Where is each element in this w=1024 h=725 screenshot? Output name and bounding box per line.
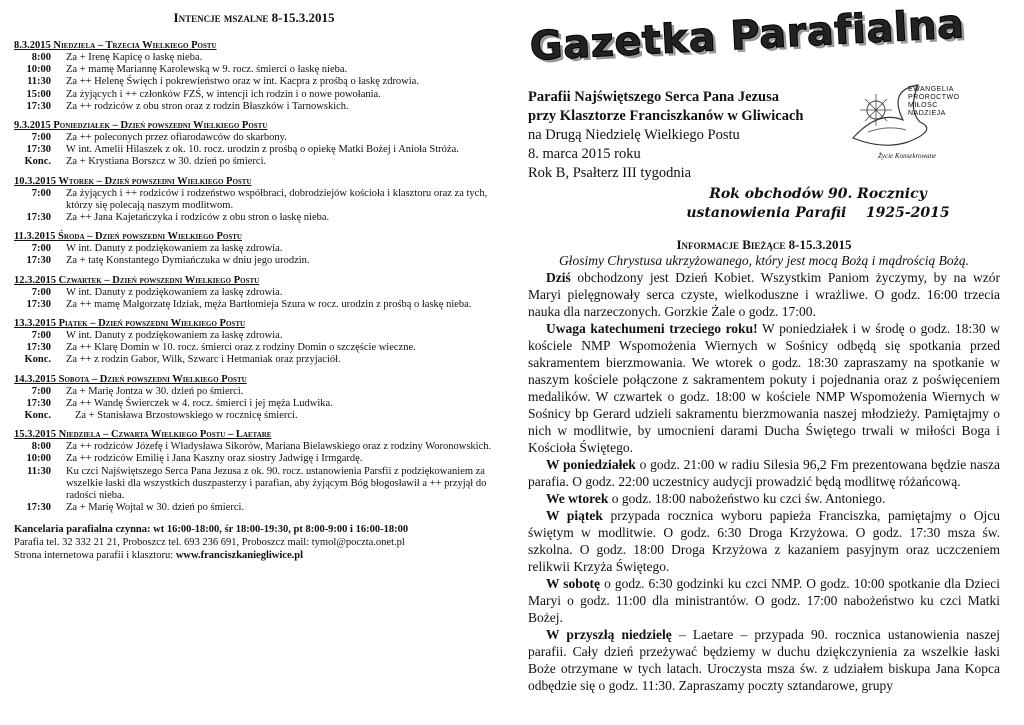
day-block xyxy=(14,175,494,225)
mass-row xyxy=(14,410,494,422)
announcement-text: o godz. 18:00 nabożeństwo ku czci św. Antoniego. xyxy=(608,491,886,506)
day-header: 11.3.2015 Środa – Dzień powszedni Wielkiego Postu xyxy=(14,231,242,243)
mass-time: 17:30 xyxy=(26,342,51,354)
announcement-lead: We wtorek xyxy=(546,491,609,506)
announcement-paragraph xyxy=(528,269,1000,320)
mass-row xyxy=(14,64,494,76)
website-label: Strona internetowa parafii i klasztoru: xyxy=(14,550,176,562)
announcement-paragraph xyxy=(528,456,1000,490)
mass-row xyxy=(14,144,494,156)
mass-row xyxy=(14,342,494,354)
anniversary-line-2: ustanowienia Parafii 1925-2015 xyxy=(686,205,950,221)
motto: Głosimy Chrystusa ukrzyżowanego, który jest mocą Bożą i mądrością Bożą. xyxy=(558,253,970,268)
mass-row xyxy=(14,212,494,224)
announcement-text: o godz. 21:00 w radiu Silesia 96,2 Fm prezentowana będzie nasza parafia. O godz. 22:00 uczestnicy audycji prowadzić będą modlitwę różańcową. xyxy=(528,457,1000,489)
mass-row xyxy=(14,466,494,503)
mass-time: 17:30 xyxy=(26,100,51,112)
mass-intention: Za ++ z rodzin Gabor, Wilk, Szwarc i Hetmaniak oraz przyjaciół. xyxy=(66,354,341,366)
announcements xyxy=(528,269,1000,694)
announcement-lead: Uwaga katechumeni trzeciego roku! xyxy=(546,321,758,336)
parish-info xyxy=(528,88,828,183)
office-website-line xyxy=(14,549,494,562)
consecrated-life-emblem xyxy=(848,80,978,172)
sunday-name: na Drugą Niedzielę Wielkiego Postu xyxy=(528,127,740,143)
current-info-title: Informacje Bieżące 8-15.3.2015 xyxy=(676,237,852,252)
mass-row xyxy=(14,89,494,101)
mass-intention: Za + Stanisława Brzostowskiego w rocznicę śmierci. xyxy=(75,410,298,422)
office-hours: Kancelaria parafialna czynna: wt 16:00-18:00, śr 18:00-19:30, pt 8:00-9:00 i 16:00-18:00 xyxy=(14,524,409,536)
issue-date: 8. marca 2015 roku xyxy=(528,146,641,162)
day-header: 13.3.2015 Piątek – Dzień powszedni Wielkiego Postu xyxy=(14,318,246,330)
mass-time: 7:00 xyxy=(31,187,51,199)
mass-intention: Za + Krystiana Borszcz w 30. dzień po śmierci. xyxy=(66,156,267,168)
emblem-caption: Życie Konsekrowane xyxy=(878,152,937,160)
mass-intention: Za ++ Jana Kajetańczyka i rodziców z obu stron o łaskę nieba. xyxy=(66,212,330,224)
announcement-lead: W przyszłą niedzielę xyxy=(546,627,672,642)
announcement-text: o godz. 6:30 godzinki ku czci NMP. O godz. 10:00 spotkanie dla Dzieci Maryi o godz. 11:00 dla ministrantów. O godz. 17:00 nabożeństwo ku czci Matki Bożej. xyxy=(528,576,1000,625)
day-header: 10.3.2015 Wtorek – Dzień powszedni Wielkiego Postu xyxy=(14,175,252,187)
mass-intention: W int. Danuty z podziękowaniem za łaskę zdrowia. xyxy=(66,243,283,255)
parish-name: Parafii Najświętszego Serca Pana Jezusa xyxy=(528,89,780,105)
mass-time: 15:00 xyxy=(26,88,51,100)
day-block xyxy=(14,373,494,423)
mass-row xyxy=(14,330,494,342)
mass-time: 8:00 xyxy=(31,52,51,63)
mass-row xyxy=(14,255,494,267)
mass-row xyxy=(14,398,494,410)
mass-row xyxy=(14,453,494,465)
announcement-paragraph xyxy=(528,575,1000,626)
mass-time: 8:00 xyxy=(31,441,51,453)
mass-time: 17:30 xyxy=(26,144,51,156)
mass-time: 7:00 xyxy=(31,132,51,144)
mass-row xyxy=(14,386,494,398)
mass-intention: Za + mamę Mariannę Karolewską w 9. rocz. śmierci o łaskę nieba. xyxy=(66,64,348,76)
mass-intention: Za ++ mamę Małgorzatę Idziak, męża Bartłomieja Szura w rocz. urodzin z prośbą o łaskę nieba. xyxy=(66,298,472,310)
website-link[interactable]: www.franciszkaniegliwice.pl xyxy=(175,550,303,562)
day-block xyxy=(14,274,494,311)
mass-intention: Za ++ rodziców z obu stron oraz z rodzin Błaszków i Tarnowskich. xyxy=(66,100,349,112)
mass-time: 7:00 xyxy=(31,330,51,342)
mass-intention: Za + Marię Wojtal w 30. dzień po śmierci. xyxy=(66,502,245,514)
mass-intention: Ku czci Najświętszego Serca Pana Jezusa z ok. 90. rocz. ustanowienia Parsfii z podziękowaniem za wszelkie łaski dla wszystkich duszpasterzy i parafian, aby żyjącym Bóg błogosławił a ++ przyjął do radości nieba. xyxy=(66,465,487,502)
masthead-header xyxy=(528,80,1000,183)
mass-row xyxy=(14,441,494,453)
mass-intention: Za + Irenę Kapicę o łaskę nieba. xyxy=(66,52,203,63)
mass-row xyxy=(14,52,494,64)
mass-intention: Za żyjących i ++ rodziców i rodzeństwo współbraci, dobrodziejów kościoła i klasztoru oraz za tych, którzy się polecają naszym modlitwom. xyxy=(66,187,488,211)
emblem-words: EWANGELIA PROROCTWO MIŁOŚĆ NADZIEJA xyxy=(908,86,960,117)
day-block xyxy=(14,428,494,514)
mass-intention: Za ++ Helenę Święch i pokrewieństwo oraz w int. Kacpra z prośbą o łaskę zdrowia. xyxy=(66,76,419,88)
day-block xyxy=(14,39,494,113)
announcement-lead: Dziś xyxy=(546,270,571,285)
day-header: 8.3.2015 Niedziela – Trzecia Wielkiego Postu xyxy=(14,40,217,51)
office-info xyxy=(14,523,494,562)
mass-intentions-column xyxy=(14,10,494,562)
mass-time: 17:30 xyxy=(26,212,51,224)
day-block xyxy=(14,230,494,267)
announcement-text: przypada rocznica wyboru papieża Franciszka, pamiętajmy o Ojcu świętym w modlitwie. O godz. 6:30 Droga Krzyżowa. O godz. 17:30 msza św. szkolna. O godz. 18:00 Droga Krzyżowa z kazaniem pasyjnym oraz uczczeniem relikwii Krzyża Świętego. xyxy=(528,508,1000,574)
mass-row xyxy=(14,502,494,514)
announcement-paragraph xyxy=(528,507,1000,575)
mass-time: 10:00 xyxy=(26,64,51,76)
office-contact: Parafia tel. 32 332 21 21, Proboszcz tel. 693 236 691, Proboszcz mail: tymol@poczta.onet.pl xyxy=(14,537,405,549)
mass-intention: W int. Amelii Hilaszek z ok. 10. rocz. urodzin z prośbą o opiekę Matki Bożej i Anioła Stróża. xyxy=(66,144,459,156)
days-list xyxy=(14,39,494,514)
mass-time: 7:00 xyxy=(31,243,51,255)
announcement-paragraph xyxy=(528,320,1000,456)
mass-time: 17:30 xyxy=(26,298,51,310)
mass-row xyxy=(14,299,494,311)
mass-intention: Za + tatę Konstantego Dymiańczuka w dniu jego urodzin. xyxy=(66,255,310,267)
announcement-text: obchodzony jest Dzień Kobiet. Wszystkim Paniom życzymy, by na wzór Maryi pielęgnowały serca czyste, wielkoduszne i wrażliwe. O godz. 16:00 trzecia nauka dla narzeczonych. Gorzkie Żale o godz. 17:00. xyxy=(528,270,1000,319)
mass-time: 17:30 xyxy=(26,255,51,267)
anniversary-banner xyxy=(668,185,968,223)
mass-time: 10:00 xyxy=(26,453,51,465)
bulletin-column xyxy=(528,1,1001,694)
day-header: 12.3.2015 Czwartek – Dzień powszedni Wielkiego Postu xyxy=(14,274,260,286)
mass-intention: Za + Marię Jontza w 30. dzień po śmierci. xyxy=(66,385,244,397)
mass-time: 11:30 xyxy=(27,465,51,477)
mass-time: 17:30 xyxy=(26,502,51,514)
announcement-paragraph xyxy=(528,490,1000,507)
mass-intention: Za ++ rodziców Emilię i Jana Kaszny oraz siostry Jadwigę i Irmgardę. xyxy=(66,453,363,465)
mass-intention: Za ++ poleconych przez ofiarodawców do skarbony. xyxy=(66,132,287,144)
mass-intentions-title: Intencje mszalne 8-15.3.2015 xyxy=(173,10,335,25)
mass-time: Konc. xyxy=(24,156,51,168)
announcement-lead: W poniedziałek xyxy=(546,457,636,472)
mass-intention: W int. Danuty z podziękowaniem za łaskę zdrowia. xyxy=(66,286,283,298)
mass-time: Konc. xyxy=(24,354,51,366)
mass-row xyxy=(14,101,494,113)
liturgical-cycle: Rok B, Psałterz III tygodnia xyxy=(528,165,692,181)
mass-row xyxy=(14,156,494,168)
mass-time: 17:30 xyxy=(26,397,51,409)
mass-intention: W int. Danuty z podziękowaniem za łaskę zdrowia. xyxy=(66,330,283,342)
bulletin-title: Gazetka Parafialna xyxy=(528,1,966,70)
mass-intention: Za ++ rodziców Józefę i Władysława Sikorów, Mariana Bielawskiego oraz z rodziny Woronowskich. xyxy=(66,441,492,453)
mass-time: Konc. xyxy=(24,410,51,422)
mass-time: 11:30 xyxy=(27,76,51,88)
announcement-lead: W sobotę xyxy=(546,576,601,591)
mass-time: 7:00 xyxy=(31,385,51,397)
day-header: 15.3.2015 Niedziela – Czwarta Wielkiego Postu – Laetare xyxy=(14,429,272,441)
announcement-text: – Laetare – przypada 90. rocznica ustanowienia naszej parafii. Cały dzień przeżywać będziemy w duchu dziękczynienia za wszelkie łaski Boże otrzymane w tych latach. Uroczysta msza św. z udziałem biskupa Jana Kopca odbędzie się o godz. 11:30. Zapraszamy poczty sztandarowe, grupy xyxy=(528,627,1001,693)
announcement-text: W poniedziałek i w środę o godz. 18:30 w kościele NMP Wspomożenia Wiernych w Sośnicy odbędą się spotkania przed sakramentem bierzmowania. We wtorek o godz. 18:30 zapraszamy na spotkanie w naszym kościele połączone z sakramentem pokuty i pojednania oraz z poświęceniem medalików. W czwartek o godz. 18:00 w kościele NMP Wspomożenia Wiernych w Sośnicy bp Gerard udzieli sakramentu bierzmowania naszej młodzieży. Pamiętajmy o nich w modlitwie, by umocnieni darami Ducha Świętego trwali w miłości Boga i Kościoła Świętego. xyxy=(528,321,1000,455)
parish-monastery: przy Klasztorze Franciszkanów w Gliwicach xyxy=(528,108,804,124)
announcement-paragraph xyxy=(528,626,1000,694)
announcement-lead: W piątek xyxy=(546,508,603,523)
mass-row xyxy=(14,354,494,366)
mass-row xyxy=(14,76,494,88)
mass-intention: Za żyjących i ++ członków FZŚ, w intencji ich rodzin i o nowe powołania. xyxy=(66,88,381,100)
mass-time: 7:00 xyxy=(31,286,51,298)
day-header: 9.3.2015 Poniedziałek – Dzień powszedni Wielkiego Postu xyxy=(14,120,268,132)
mass-intention: Za ++ Wandę Świerczek w 4. rocz. śmierci i jej męża Ludwika. xyxy=(66,397,333,409)
mass-intention: Za ++ Klarę Domin w 10. rocz. śmierci oraz z rodziny Domin o szczęście wieczne. xyxy=(66,342,416,354)
day-block xyxy=(14,119,494,169)
mass-row xyxy=(14,243,494,255)
mass-row xyxy=(14,188,494,212)
mass-row xyxy=(14,287,494,299)
day-header: 14.3.2015 Sobota – Dzień powszedni Wielkiego Postu xyxy=(14,373,247,385)
anniversary-line-1: Rok obchodów 90. Rocznicy xyxy=(709,186,927,202)
mass-row xyxy=(14,132,494,144)
day-block xyxy=(14,317,494,367)
